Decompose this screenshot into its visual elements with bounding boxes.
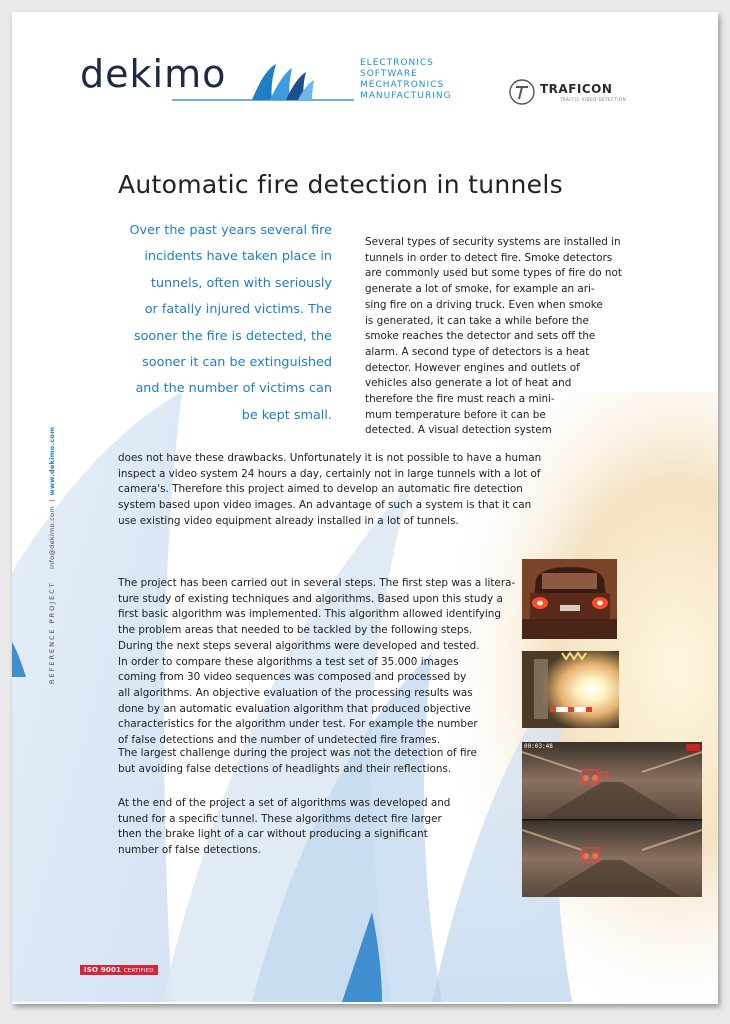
dekimo-logo-text: dekimo (80, 52, 227, 96)
intro-text (120, 218, 332, 429)
body-line: does not have these drawbacks. Unfortunately it is not possible to have a human (118, 452, 542, 464)
tagline-line: MECHATRONICS (360, 80, 445, 90)
intro-line: sooner the fire is detected, the (133, 328, 332, 344)
tagline-line: ELECTRONICS (360, 58, 434, 68)
intro-line: Over the past years several fire (129, 223, 332, 238)
body-line: tuned for a specific tunnel. These algorithms detect fire larger (118, 812, 442, 825)
body-line: then the brake light of a car without producing a significant (118, 828, 428, 841)
sidebar-label: REFERENCE PROJECT (48, 581, 56, 684)
body-line: use existing video equipment already installed in a lot of tunnels. (118, 514, 459, 527)
body-line: inspect a video system 24 hours a day, certainly not in large tunnels with a lot of (118, 467, 541, 480)
body-line: At the end of the project a set of algorithms was developed and (118, 797, 451, 809)
dekimo-wave-logo (172, 60, 354, 102)
iso-certified-label: CERTIFIED (123, 968, 154, 974)
body-line: all algorithms. An objective evaluation of the processing results was (118, 686, 473, 699)
body-line: Several types of security systems are installed in (365, 236, 621, 248)
photo-car-brakelights (522, 559, 617, 639)
body-line: of false detections and the number of undetected fire frames. (118, 734, 441, 747)
paragraph-3 (118, 746, 477, 777)
body-line: During the next steps several algorithms were developed and tested. (118, 639, 480, 652)
traficon-logo-icon (508, 78, 536, 106)
body-line: system based upon video images. An advantage of such a system is that it can (118, 499, 532, 512)
body-line: The project has been carried out in several steps. The first step was a litera- (118, 577, 516, 589)
intro-line: be kept small. (241, 407, 332, 423)
body-line: camera's. Therefore this project aimed to develop an automatic fire detection (118, 483, 523, 496)
body-line: are commonly used but some types of fire do not (365, 267, 622, 280)
body-line: vehicles also generate a lot of heat and (365, 377, 572, 390)
body-line: smoke reaches the detector and sets off the (365, 330, 596, 343)
paragraph-2 (118, 576, 515, 749)
body-line: is generated, it can take a while before the (365, 314, 589, 327)
iso-label: ISO 9001 (84, 966, 122, 974)
right-column-text (365, 235, 625, 439)
body-line: number of false detections. (118, 844, 261, 857)
intro-line: sooner it can be extinguished (142, 355, 332, 371)
page-title: Automatic fire detection in tunnels (118, 170, 563, 199)
body-line: the problem areas that needed to be tackled by the following steps. (118, 624, 473, 637)
paragraph-4 (118, 796, 450, 859)
iso-certified-badge (80, 965, 158, 975)
intro-line: and the number of victims can (135, 381, 332, 397)
intro-line: incidents have taken place in (144, 249, 332, 265)
sidebar-vertical-text (48, 427, 56, 684)
body-line: alarm. A second type of detectors is a heat (365, 345, 590, 358)
body-line: In order to compare these algorithms a test set of 35.000 images (118, 655, 459, 668)
brochure-page (12, 12, 718, 1004)
sidebar-separator: | (48, 499, 56, 502)
body-line: detector. However engines and outlets of (365, 361, 580, 374)
intro-line: tunnels, often with seriously (150, 275, 332, 291)
body-line: ture study of existing techniques and algorithms. Based upon this study a (118, 592, 503, 605)
body-line: mum temperature before it can be (365, 408, 546, 421)
tagline-line: MANUFACTURING (360, 91, 452, 101)
body-line: The largest challenge during the project was not the detection of fire (118, 747, 477, 759)
body-line: tunnels in order to detect fire. Smoke detectors (365, 251, 613, 264)
tagline (360, 58, 452, 102)
photo-fire-flash (522, 651, 619, 728)
body-line: detected. A visual detection system (365, 424, 552, 437)
paragraph-1 (118, 451, 541, 530)
body-line: therefore the fire must reach a mini- (365, 393, 555, 406)
photo-tunnel-video (522, 742, 702, 897)
tagline-line: SOFTWARE (360, 69, 418, 79)
body-line: characteristics for the algorithm under test. For example the number (118, 718, 478, 731)
body-line: first basic algorithm was implemented. This algorithm allowed identifying (118, 608, 501, 621)
body-line: generate a lot of smoke, for example an ari- (365, 283, 595, 296)
body-line: sing fire on a driving truck. Even when smoke (365, 298, 603, 311)
video-timestamp: 00:03:48 (524, 743, 553, 750)
body-line: but avoiding false detections of headlights and their reflections. (118, 762, 452, 775)
intro-line: or fatally injured victims. The (144, 302, 332, 318)
body-line: coming from 30 video sequences was composed and processed by (118, 671, 467, 684)
sidebar-email: info@dekimo.com (48, 506, 56, 570)
traficon-subtitle: TRAFFIC VIDEO DETECTION (560, 97, 627, 102)
body-line: done by an automatic evaluation algorithm that produced objective (118, 702, 471, 715)
sidebar-web: www.dekimo.com (48, 426, 56, 496)
traficon-name: TRAFICON (540, 82, 613, 96)
